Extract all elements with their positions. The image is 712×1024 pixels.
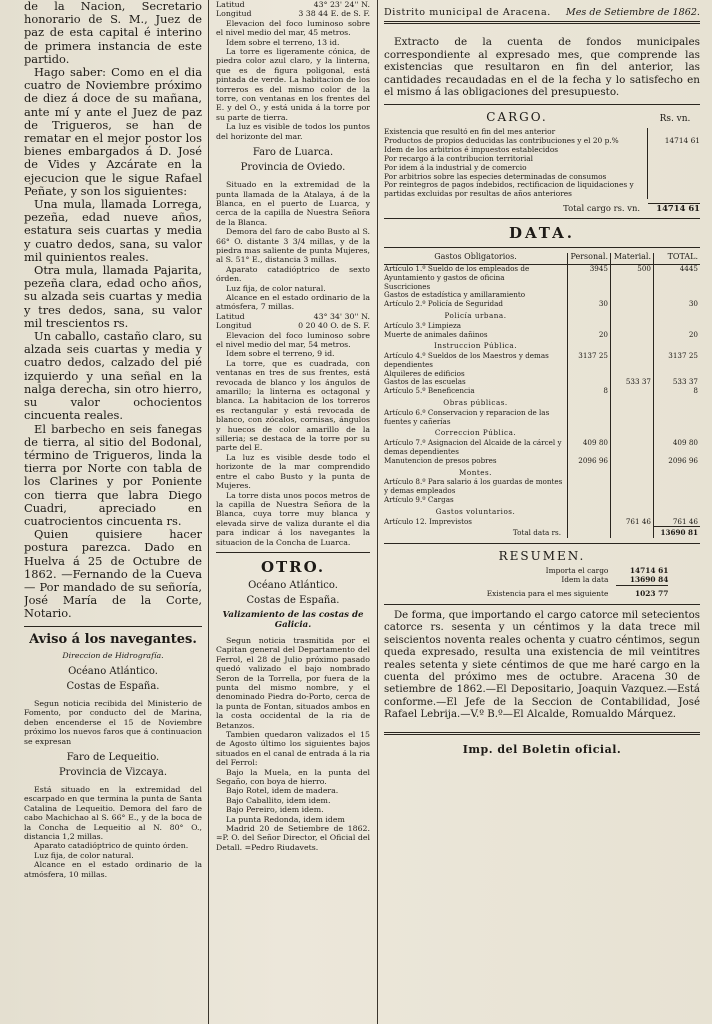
cargo-total-value: 14714 61 — [648, 204, 700, 213]
elevacion-1: Elevacion del foco luminoso sobre el nivel medio del mar, 45 metros. — [216, 18, 370, 38]
data-row-material — [611, 283, 654, 292]
data-row-label: Artículo 4.º Sueldos de los Maestros y demas dependientes — [384, 351, 549, 369]
bajo-rotel: Bajo Rotel, idem de madera. — [226, 786, 339, 796]
data-row-total — [654, 283, 701, 292]
data-row-personal: 3137 25 — [568, 352, 611, 370]
madrid-signature: Madrid 20 de Setiembre de 1862. =P. O. del Señor Director, el Oficial del Detall. =Pedro Riudavets. — [216, 824, 370, 852]
alcance-1: Alcance en el estado ordinario de la atmósfera, 10 millas. — [24, 860, 202, 879]
column-middle — [216, 0, 370, 852]
cargo-row-label: Existencia que resultó en fin del mes anterior — [384, 126, 556, 136]
resumen-table — [416, 567, 669, 599]
edict-hago-saber: Hago saber: Como en el dia cuatro de Noviembre próximo de diez á doce de su mañana, ante mí y ante el Juez de paz de Trigueros, se han de rematar en el mejor postor los bienes embargados á D. José de Vides y Azcárate en la ejecucion que le sigue Rafael Peñate, y son los siguientes: — [24, 65, 202, 198]
gastos-obligatorios-heading: Gastos Obligatorios. — [384, 253, 568, 264]
cargo-row-value — [648, 173, 701, 182]
bajo-pereiro: Bajo Pereiro, idem idem. — [226, 805, 324, 815]
longitud-1: Longitud 3 38 44 E. de S. F. — [216, 9, 370, 19]
torre-2: La torre, que es cuadrada, con ventanas en tres de sus frentes, está revocada de blanco y los ángulos de amarillo; la linterna es octagonal y blanca. La habitacion de los torreros es rectangular y está revocada de blanco, con zócalos, cornisas, ángulos y huecos de color amarillo de la silleria; se destaca de la torre por su parte del E. — [216, 358, 370, 453]
data-row-material — [611, 291, 654, 300]
punta-redonda: La punta Redonda, idem idem — [226, 814, 345, 824]
data-row-label: Artículo 1.º Sueldo de los empleados de Ayuntamiento y gastos de oficina — [384, 263, 530, 282]
col-personal: Personal. — [568, 253, 611, 264]
elevacion-2: Elevacion del foco luminoso sobre el nivel medio del mar, 54 metros. — [216, 330, 370, 349]
cargo-row-value: 14714 61 — [648, 137, 701, 146]
segun2-paragraph: Segun noticia trasmitida por el Capitan general del Departamento del Ferrol, el 28 de Julio próximo pasado quedó valizado el bajo nombrado Seron de la Torrella, por fuera de la punta del mismo nombre, y el denominado Piedra do-Porto, cerca de la punta de Fontan, situados ambos en la costa occidental de la ria de Betanzos. — [216, 635, 370, 730]
data-row-material: 761 46 — [611, 518, 654, 527]
district-header — [384, 6, 700, 24]
data-row-material — [611, 409, 654, 427]
data-section-heading: Correccion Pública. — [434, 428, 517, 438]
closing-paragraph: De forma, que importando el cargo catorce mil setecientos catorce rs. sesenta y un céntimos y la data trece mil seiscientos noventa reales ochenta y cuatro céntimos, segun queda expresado, resulta una existencia de mil veintitres reales setenta y siete céntimos de que me haré cargo en la cuenta del próximo mes de octubre. Aracena 30 de setiembre de 1862.—El Depositario, Joaquin Vazquez.—Está conforme.—El Jefe de la Seccion de Contabilidad, José Rafael Lebrija.—V.º B.º—El Alcalde, Romualdo Márquez. — [384, 609, 700, 721]
prov-oviedo-heading: Provincia de Oviedo. — [240, 162, 346, 174]
cargo-row-label: Productos de propios deducidas las contribuciones y el 20 p.% — [384, 135, 619, 145]
data-row-material — [611, 439, 654, 457]
item-mula-1: Una mula, llamada Lorrega, pezeña, edad nueve años, estatura seis cuartas y media y cuatro dedos, sana, su valor mil quinientos reales. — [24, 197, 202, 264]
data-row — [384, 352, 700, 370]
data-row-material: 500 — [611, 264, 654, 282]
luz-2: Luz fija, de color natural. — [226, 283, 326, 293]
data-total-row — [384, 527, 700, 538]
month-label: Mes de Setiembre de 1862. — [565, 7, 700, 18]
luz-visible-2: La luz es visible desde todo el horizonte de la mar comprendido entre el cabo Busto y la punta de Mujeres. — [216, 452, 370, 491]
data-row — [384, 331, 700, 340]
data-section-heading: Montes. — [459, 467, 492, 477]
data-row-total: 8 — [654, 387, 701, 396]
col-total: TOTAL. — [654, 253, 701, 264]
luz-1: Luz fija, de color natural. — [34, 850, 134, 860]
data-row-material — [611, 331, 654, 340]
column-divider-1 — [208, 0, 209, 1024]
luz-visible-1: La luz es visible de todos los puntos del horizonte del mar. — [216, 122, 370, 141]
cargo-table — [384, 128, 700, 199]
data-row-personal: 409 80 — [568, 439, 611, 457]
idem-terreno-1: Idem sobre el terreno, 13 id. — [226, 37, 340, 47]
data-row — [384, 300, 700, 309]
data-row-total: 20 — [654, 331, 701, 340]
cargo-row-label: Idem de los arbitrios é impuestos establecidos — [384, 144, 559, 154]
data-row-material — [611, 457, 654, 466]
data-row-personal: 30 — [568, 300, 611, 309]
data-row-label: Alquileres de edificios — [384, 368, 465, 378]
data-section-row — [384, 505, 700, 518]
data-row-label: Muerte de animales dañinos — [384, 329, 488, 339]
latitud-1: Latitud 43° 23' 24'' N. — [216, 0, 370, 9]
data-row-personal — [568, 496, 611, 505]
data-section-heading: Policía urbana. — [444, 310, 507, 320]
column-left — [24, 0, 202, 879]
data-row-label: Artículo 3.º Limpieza — [384, 320, 462, 330]
data-row-material — [611, 300, 654, 309]
data-row-material: 533 37 — [611, 378, 654, 387]
cargo-row-label: Por arbitrios sobre las especies determinadas de consumos — [384, 171, 607, 181]
data-section-heading: Obras públicas. — [443, 398, 508, 408]
data-row-personal: 3945 — [568, 264, 611, 282]
data-row-personal — [568, 518, 611, 527]
data-row-total: 2096 96 — [654, 457, 701, 466]
cargo-total-table — [384, 203, 700, 213]
faro-luarca-heading: Faro de Luarca. — [252, 147, 334, 159]
tambien-paragraph: Tambien quedaron valizados el 15 de Agosto último los siguientes bajos situados en el canal de entrada á la ria del Ferrol: — [216, 730, 370, 768]
torre-3: La torre dista unos pocos metros de la capilla de Nuestra Señora de la Blanca, cuya torre muy blanca y elevada sirve de valiza durante el dia para indicar á los navegantes la situacion de la Concha de Luarca. — [216, 490, 370, 547]
importa-cargo-value: 14714 61 — [629, 566, 669, 576]
data-row-label: Artículo 5.º Beneficencia — [384, 386, 475, 396]
oceano-heading: Océano Atlántico. — [68, 665, 158, 677]
data-row-total — [654, 496, 701, 505]
cargo-title: CARGO. — [486, 109, 548, 124]
district-name: Distrito municipal de Aracena. — [384, 7, 551, 18]
edict-closing: Quien quisiere hacer postura parezca. Dado en Huelva á 25 de Octubre de 1862. —Fernando de la Cueva — Por mandado de su señoría, José María de la Corte, Notario. — [24, 527, 202, 621]
data-row-total: 409 80 — [654, 439, 701, 457]
data-row-total: 30 — [654, 300, 701, 309]
data-row-label: Gastos de las escuelas — [384, 377, 466, 387]
data-row-label: Artículo 7.º Asignacion del Alcaide de la cárcel y demas dependientes — [384, 438, 562, 457]
data-row-label: Artículo 9.º Cargas — [384, 495, 454, 505]
prov-vizcaya-heading: Provincia de Vizcaya. — [58, 766, 168, 778]
edict-intro: de la Nacion, Secretario honorario de S. M., Juez de paz de esta capital é interino de primera instancia de este partido. — [24, 0, 202, 66]
data-row-total: 533 37 — [654, 378, 701, 387]
data-row-material — [611, 496, 654, 505]
resumen-title: RESUMEN. — [498, 549, 586, 564]
data-table-header — [384, 253, 700, 264]
data-row-total: 3137 25 — [654, 352, 701, 370]
item-mula-2: Otra mula, llamada Pajarita, pezeña clara, edad ocho años, su alzada seis cuartas y media y tres dedos, sana, su valor mil trescientos rs. — [24, 263, 202, 330]
data-row-material — [611, 352, 654, 370]
bajo-muela: Bajo la Muela, en la punta del Segaño, con boya de hierro. — [216, 767, 370, 787]
data-row — [384, 264, 700, 282]
column-right — [384, 0, 700, 756]
data-section-heading: Gastos voluntarios. — [435, 506, 516, 516]
cargo-total-row — [384, 204, 700, 213]
data-total-value: 13690 81 — [654, 527, 701, 538]
otro-heading: OTRO. — [260, 557, 326, 576]
column-divider-2 — [377, 0, 378, 1024]
data-row-personal: 8 — [568, 387, 611, 396]
data-row-personal — [568, 283, 611, 292]
importa-cargo-label: Importa el cargo — [545, 566, 609, 576]
costas2-heading: Costas de España. — [246, 594, 340, 606]
luarca-paragraph: Situado en la extremidad de la punta llamada de la Atalaya, á de la Blanca, en el puerto de Luarca, y cerca de la capilla de Nuestra Señora de la Blanca. — [216, 180, 370, 227]
data-row-material — [611, 322, 654, 331]
data-row-material — [611, 387, 654, 396]
cargo-row-value — [648, 146, 701, 155]
data-row-personal — [568, 478, 611, 496]
data-title: DATA. — [508, 224, 576, 243]
data-row-personal: 20 — [568, 331, 611, 340]
torre-1: La torre es ligeramente cónica, de piedra color azul claro, y la linterna, que es de figura poligonal, está pintada de verde. La habitacion de los torreros es del mismo color de la torre, con ventanas en los frentes del E. y del O., y está unida á la torre por su parte de tierra. — [216, 47, 370, 122]
divider — [216, 552, 370, 553]
bajo-caballito: Bajo Caballito, idem idem. — [226, 795, 331, 805]
idem-terreno-2: Idem sobre el terreno, 9 id. — [226, 349, 335, 359]
aviso-title: Aviso á los navegantes. — [29, 631, 197, 647]
latitud-2: Latitud 43° 34' 30'' N. — [216, 311, 370, 321]
longitud-2: Longitud 0 20 40 O. de S. F. — [216, 321, 370, 331]
costas-heading: Costas de España. — [66, 680, 160, 692]
imprenta-footer: Imp. del Boletin oficial. — [462, 742, 622, 756]
existencia-value: 1023 77 — [634, 589, 669, 599]
data-row — [384, 409, 700, 427]
direccion-label: Direccion de Hidrografía. — [62, 650, 164, 660]
cargo-total-label: Total cargo rs. vn. — [563, 202, 640, 213]
cargo-row — [384, 181, 700, 199]
data-row — [384, 439, 700, 457]
divider — [24, 626, 202, 627]
cargo-row-value — [648, 155, 701, 164]
cargo-row-label: Por idem á la industrial y de comercio — [384, 162, 527, 172]
data-row-label: Artículo 2.º Policía de Seguridad — [384, 299, 504, 309]
data-section-heading: Instruccion Pública. — [434, 341, 517, 351]
data-row — [384, 518, 700, 527]
data-row — [384, 387, 700, 396]
faro-lequeitio-heading: Faro de Lequeitio. — [66, 751, 160, 763]
data-row-label: Artículo 8.º Para salario á los guardas de montes y demas empleados — [384, 477, 563, 496]
data-row-personal — [568, 409, 611, 427]
aparato-2: Aparato catadióptrico de sexto órden. — [216, 264, 370, 284]
extracto-paragraph: Extracto de la cuenta de fondos municipales correspondiente al expresado mes, que comprende las existencias que resultaron en fin del anterior, las cantidades recaudadas en el de la fecha y lo satisfecho en el mismo á las obligaciones del presupuesto. — [384, 36, 700, 99]
cargo-row-label: Por reintegros de pagos indebidos, rectificacion de liquidaciones y partidas excluidas por resultas de años anteriores — [384, 180, 634, 199]
rs-vn-label: Rs. vn. — [659, 113, 691, 124]
item-barbecho: El barbecho en seis fanegas de tierra, al sitio del Bodonal, término de Trigueros, linda la tierra por Norte con tabla de los Clarines y por Poniente con tierra que labra Diego Cuadri, apreciado en cuatrocientos cincuenta rs. — [24, 421, 202, 528]
data-row — [384, 496, 700, 505]
data-row-label: Artículo 6.º Conservacion y reparacion de las fuentes y cañerías — [384, 407, 550, 426]
data-row-label: Suscriciones — [384, 281, 431, 291]
segun-paragraph: Segun noticia recibida del Ministerio de Fomento, por conducto del de Marina, deben encenderse el 15 de Noviembre próximo los nuevos faros que á continuacion se expresan — [24, 698, 202, 746]
data-row-total: 761 46 — [654, 518, 701, 527]
col-material: Material. — [611, 253, 654, 264]
demora-paragraph: Demora del faro de cabo Busto al S. 66° O. distante 3 3/4 millas, y de la piedra mas saliente de punta Mujeres, al S. 51° E., distancia 3 millas. — [216, 227, 370, 265]
data-total-label: Total data rs. — [512, 527, 561, 537]
lequeitio-paragraph: Está situado en la extremidad del escarpado en que termina la punta de Santa Catalina de Lequeitio. Demora del faro de cabo Machichao al S. 66° E., y de la boca de la Concha de Lequeitio al N. 80° O., distancia 1,2 millas. — [24, 784, 202, 842]
data-row — [384, 478, 700, 496]
data-row — [384, 457, 700, 466]
data-row-label: Gastos de estadística y amillaramiento — [384, 290, 526, 300]
aparato-1: Aparato catadióptrico de quinto órden. — [34, 841, 189, 851]
data-row-total — [654, 409, 701, 427]
oceano2-heading: Océano Atlántico. — [248, 579, 338, 591]
data-row-personal: 2096 96 — [568, 457, 611, 466]
data-row-total: 4445 — [654, 264, 701, 282]
existencia-label: Existencia para el mes siguiente — [486, 588, 609, 598]
data-section-row — [384, 309, 700, 322]
data-row-total — [654, 478, 701, 496]
data-table — [384, 253, 700, 538]
data-row-label: Manutencion de presos pobres — [384, 455, 497, 465]
alcance-2: Alcance en el estado ordinario de la atmósfera, 7 millas. — [216, 292, 370, 312]
idem-data-label: Idem la data — [561, 575, 609, 585]
cargo-row-value — [648, 164, 701, 173]
cargo-row-label: Por recargo á la contribucion territorial — [384, 153, 534, 163]
data-row-personal — [568, 370, 611, 379]
cargo-row-value — [648, 181, 701, 199]
cargo-header — [384, 110, 700, 124]
data-row-label: Artículo 12. Imprevistos — [384, 516, 472, 526]
valizamiento-heading: Valizamiento de las costas de Galicia. — [222, 609, 364, 630]
idem-data-value: 13690 84 — [616, 576, 668, 585]
item-caballo: Un caballo, castaño claro, su alzada seis cuartas y media y cuatro dedos, calzado del pié izquierdo y una señal en la nalga derecha, sin otro hierro, su valor ochocientos cincuenta reales. — [24, 329, 202, 423]
data-row-material — [611, 478, 654, 496]
data-section-row — [384, 396, 700, 409]
